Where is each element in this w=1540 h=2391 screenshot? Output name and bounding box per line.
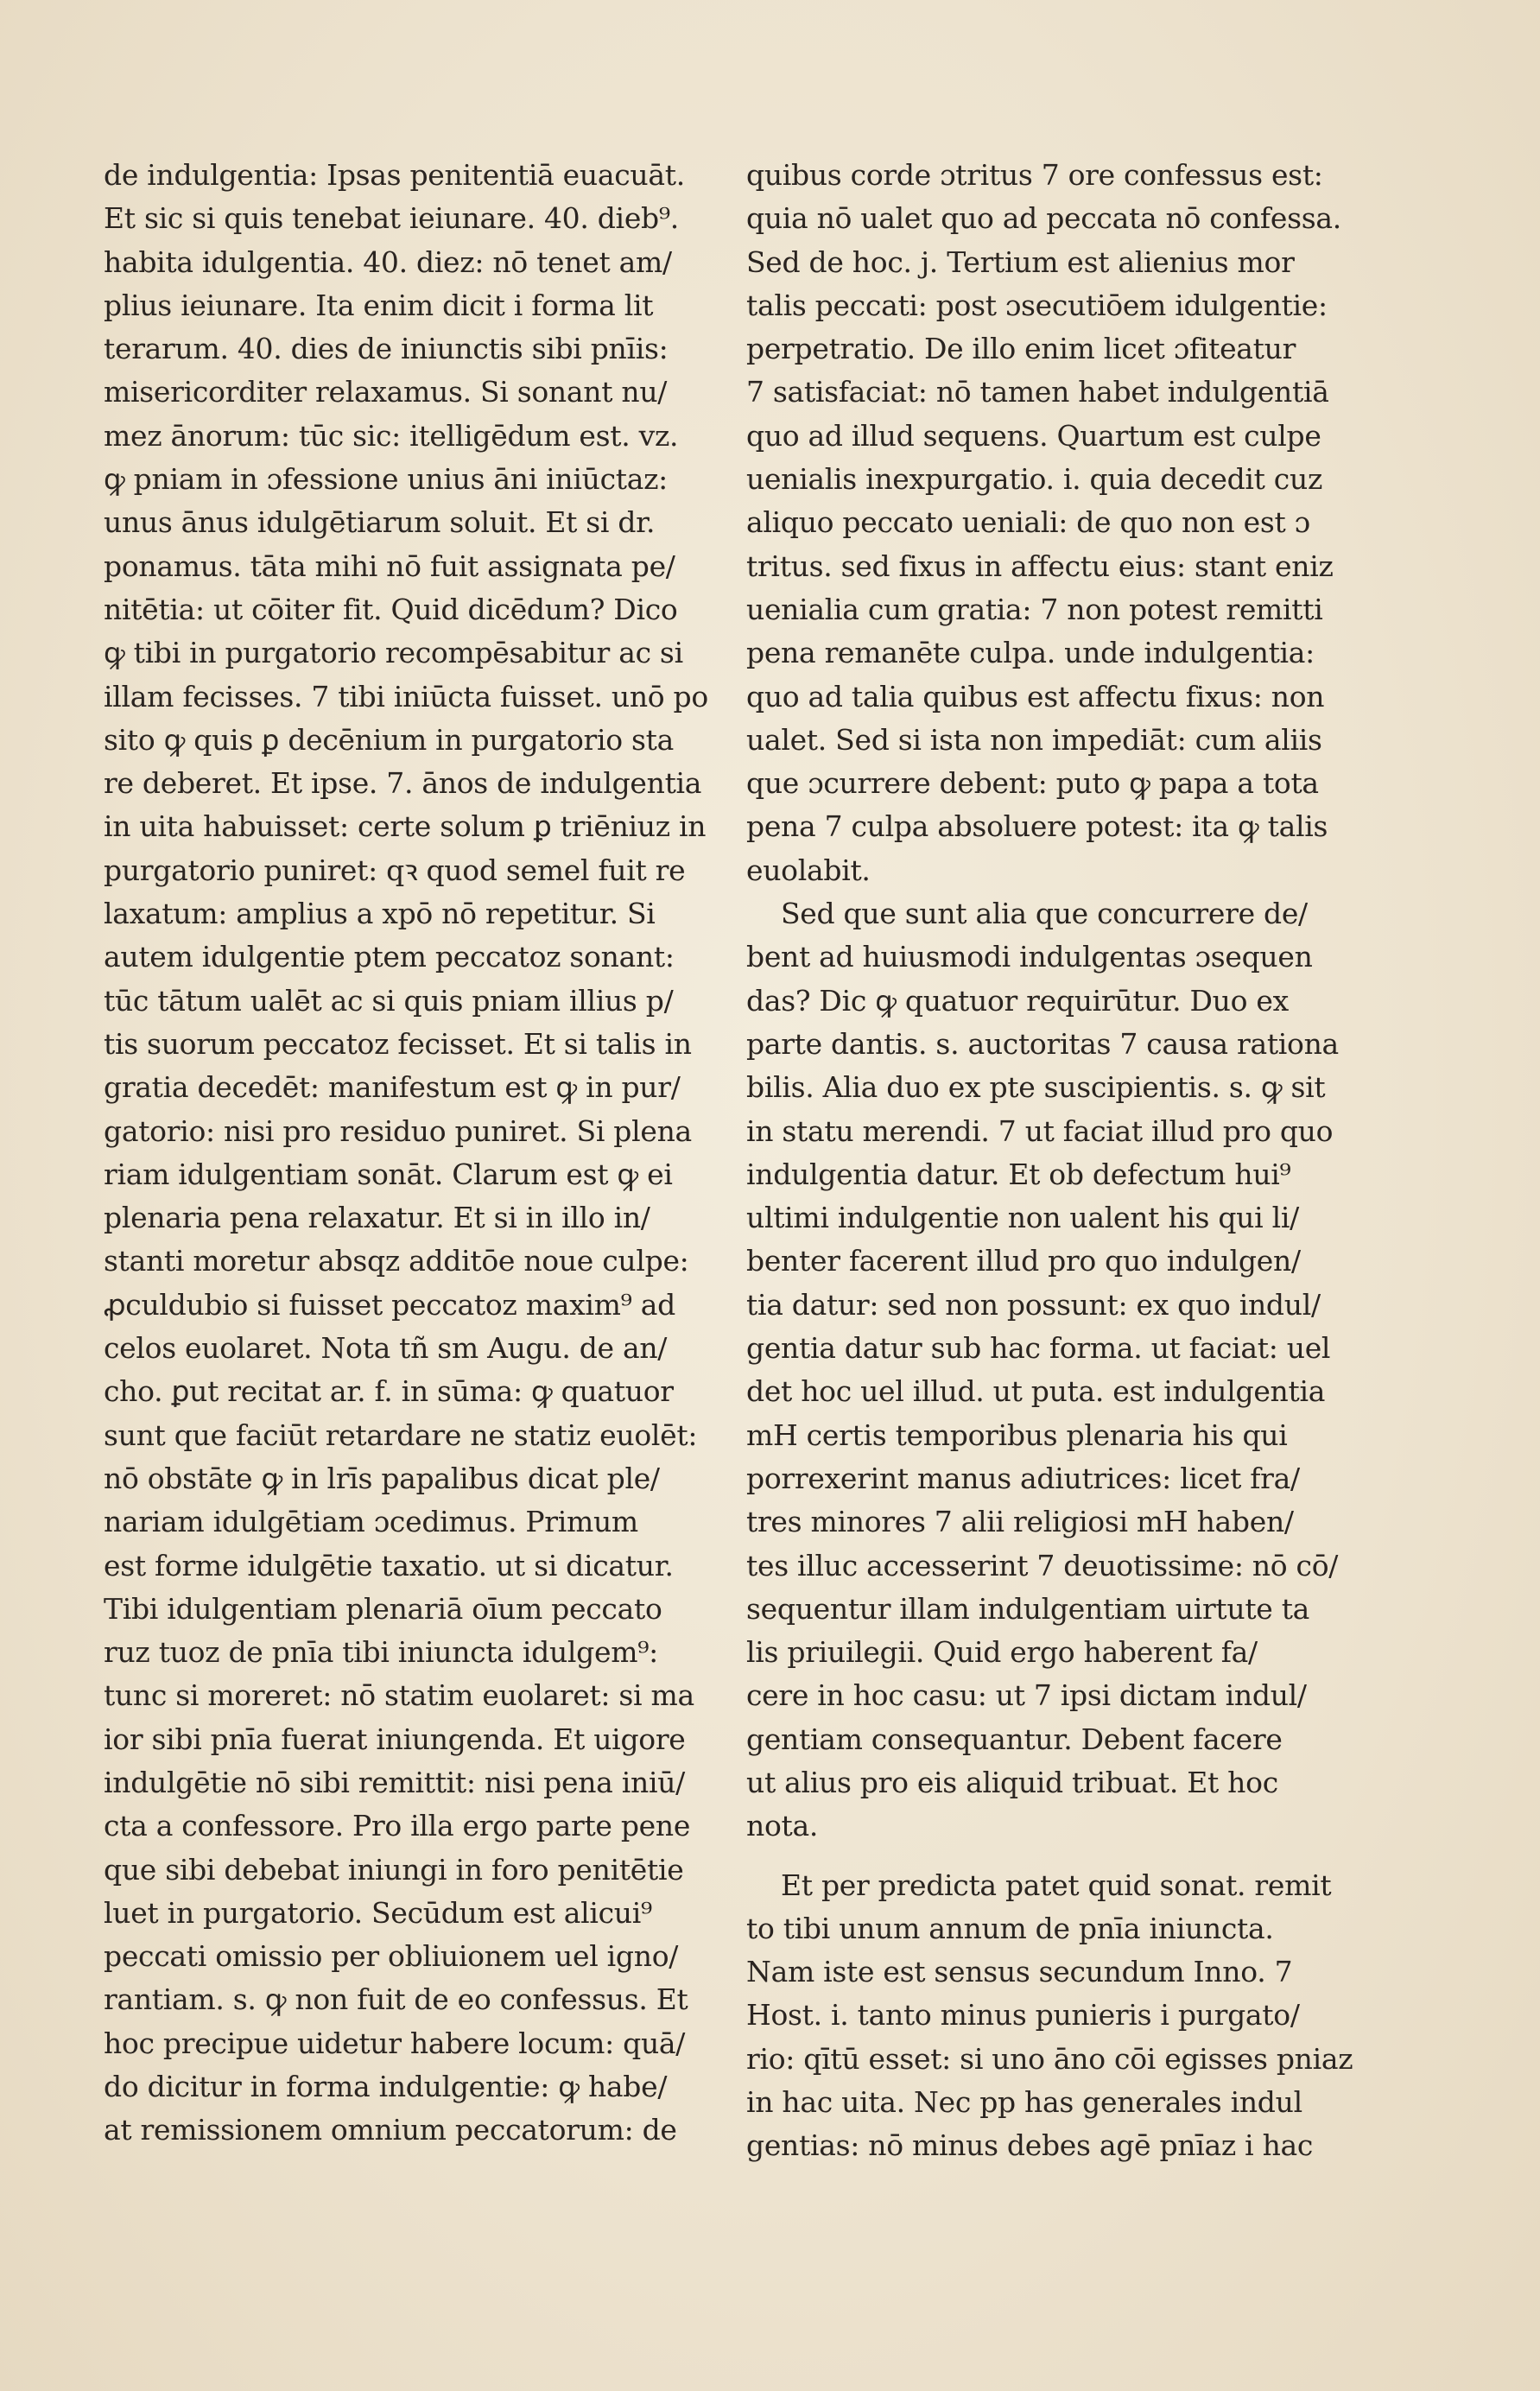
text-line: de indulgentia: Ipsas penitentiā euacuāt.	[104, 158, 685, 192]
text-line: at remissionem omnium peccatorum: de	[104, 2113, 677, 2147]
text-line: indulgentia datur. Et ob defectum hui⁹	[746, 1157, 1291, 1191]
text-line: habita idulgentia. 40. diez: nō tenet am/	[104, 244, 672, 279]
text-line: sunt que faciūt retardare ne statiz euolēt:	[104, 1417, 698, 1452]
text-line: quia nō ualet quo ad peccata nō confessa.	[746, 201, 1341, 236]
text-line: cho. ꝑut recitat ar. f. in sūma: ꝙ quatuor	[104, 1374, 674, 1409]
text-line: gratia decedēt: manifestum est ꝙ in pur/	[104, 1070, 681, 1105]
text-line: gentiam consequantur. Debent facere	[746, 1722, 1283, 1756]
text-line: ultimi indulgentie non ualent his qui li/	[746, 1201, 1299, 1235]
text-line: plius ieiunare. Ita enim dicit i forma lit	[104, 288, 654, 322]
text-line: tis suorum peccatoz fecisset. Et si talis in	[104, 1026, 692, 1061]
text-line: tūc tātum ualēt ac si quis pniam illius p/	[104, 983, 674, 1018]
text-line: que sibi debebat iniungi in foro penitētie	[104, 1852, 684, 1887]
text-line: benter facerent illud pro quo indulgen/	[746, 1244, 1301, 1278]
text-line: quo ad talia quibus est affectu fixus: non	[746, 679, 1325, 713]
text-line: cta a confessore. Pro illa ergo parte pene	[104, 1809, 691, 1843]
text-line: to tibi unum annum de pnīa iniuncta.	[746, 1911, 1274, 1945]
text-line: perpetratio. De illo enim licet ɔfiteatur	[746, 332, 1296, 366]
text-line: ualet. Sed si ista non impediāt: cum aliis	[746, 722, 1322, 757]
text-line: re deberet. Et ipse. 7. ānos de indulgentia	[104, 766, 702, 801]
text-line: tres minores 7 alii religiosi mH haben/	[746, 1505, 1294, 1539]
text-line: nariam idulgētiam ɔcedimus. Primum	[104, 1505, 638, 1539]
text-line: tunc si moreret: nō statim euolaret: si ma	[104, 1678, 694, 1713]
text-line: 7 satisfaciat: nō tamen habet indulgentiā	[746, 375, 1329, 409]
text-line: sequentur illam indulgentiam uirtute ta	[746, 1591, 1310, 1626]
text-line: plenaria pena relaxatur. Et si in illo in/	[104, 1201, 650, 1235]
text-line: quibus corde ɔtritus 7 ore confessus est:	[746, 158, 1323, 192]
text-line: ꝙ tibi in purgatorio recompēsabitur ac si	[104, 636, 683, 670]
text-line: in hac uita. Nec pp has generales indul	[746, 2085, 1302, 2120]
text-line: pena remanēte culpa. unde indulgentia:	[746, 636, 1315, 670]
text-line: aliquo peccato ueniali: de quo non est ɔ	[746, 505, 1310, 540]
text-line: peccati omissio per obliuionem uel igno/	[104, 1939, 679, 1974]
text-line: ut alius pro eis aliquid tribuat. Et hoc	[746, 1765, 1278, 1799]
text-line: lis priuilegii. Quid ergo haberent fa/	[746, 1635, 1258, 1670]
text-line: cere in hoc casu: ut 7 ipsi dictam indul/	[746, 1678, 1307, 1713]
text-line: det hoc uel illud. ut puta. est indulgentia	[746, 1374, 1326, 1409]
text-line: Et sic si quis tenebat ieiunare. 40. dieb⁹.	[104, 201, 679, 236]
text-line: euolabit.	[746, 853, 871, 887]
text-line: talis peccati: post ɔsecutiōem idulgentie:	[746, 288, 1328, 322]
text-line: riam idulgentiam sonāt. Clarum est ꝙ ei	[104, 1157, 673, 1191]
text-line: do dicitur in forma indulgentie: ꝙ habe/	[104, 2070, 668, 2104]
text-line: illam fecisses. 7 tibi iniūcta fuisset. unō po	[104, 679, 708, 713]
text-line: Tibi idulgentiam plenariā oīum peccato	[104, 1591, 662, 1626]
text-line: rantiam. s. ꝙ non fuit de eo confessus. Et	[104, 1982, 688, 2017]
text-line: pena 7 culpa absoluere potest: ita ꝙ talis	[746, 809, 1328, 844]
text-line: nota.	[746, 1809, 819, 1843]
text-line: purgatorio puniret: qꝛ quod semel fuit re	[104, 853, 686, 887]
text-line: est forme idulgētie taxatio. ut si dicatur.	[104, 1548, 674, 1582]
text-line: ponamus. tāta mihi nō fuit assignata pe/	[104, 549, 675, 583]
text-line: gentias: nō minus debes agē pnīaz i hac	[746, 2128, 1314, 2163]
text-line: celos euolaret. Nota tñ sm Augu. de an/	[104, 1331, 668, 1366]
text-line: tes illuc accesserint 7 deuotissime: nō cō/	[746, 1548, 1339, 1582]
text-line: nō obstāte ꝙ in lrīs papalibus dicat ple/	[104, 1461, 660, 1495]
paragraph-gap	[746, 1849, 1385, 1864]
text-line: bent ad huiusmodi indulgentas ɔsequen	[746, 940, 1313, 974]
text-line: bilis. Alia duo ex pte suscipientis. s. ꝙ sit	[746, 1070, 1326, 1105]
text-line: in uita habuisset: certe solum ꝑ triēniuz in	[104, 809, 707, 844]
text-line: luet in purgatorio. Secūdum est alicui⁹	[104, 1895, 652, 1930]
text-line: autem idulgentie ptem peccatoz sonant:	[104, 940, 675, 974]
text-line: indulgētie nō sibi remittit: nisi pena iniū/	[104, 1765, 685, 1799]
text-line: gentia datur sub hac forma. ut faciat: uel	[746, 1331, 1331, 1366]
text-line: mH certis temporibus plenaria his qui	[746, 1417, 1288, 1452]
text-line: parte dantis. s. auctoritas 7 causa rationa	[746, 1026, 1339, 1061]
text-line: gatorio: nisi pro residuo puniret. Si plena	[104, 1113, 692, 1148]
text-line: tia datur: sed non possunt: ex quo indul/	[746, 1287, 1321, 1322]
text-line: Nam iste est sensus secundum Inno. 7	[746, 1955, 1293, 1989]
text-line: mez ānorum: tūc sic: itelligēdum est. vz.	[104, 418, 679, 453]
left-text-column	[104, 154, 708, 2153]
right-text-column	[746, 154, 1385, 2168]
text-line: hoc precipue uidetur habere locum: quā/	[104, 2026, 686, 2060]
text-line: quo ad illud sequens. Quartum est culpe	[746, 418, 1321, 453]
text-line: tritus. sed fixus in affectu eius: stant eniz	[746, 549, 1334, 583]
text-line: nitētia: ut cōiter fit. Quid dicēdum? Dico	[104, 592, 678, 626]
text-line: sito ꝙ quis ꝑ decēnium in purgatorio sta	[104, 722, 674, 757]
text-line: misericorditer relaxamus. Si sonant nu/	[104, 375, 668, 409]
text-line: unus ānus idulgētiarum soluit. Et si dr.	[104, 505, 656, 540]
text-line: uenialis inexpurgatio. i. quia decedit cuz	[746, 462, 1323, 497]
text-line: terarum. 40. dies de iniunctis sibi pnīis:	[104, 332, 669, 366]
text-line: uenialia cum gratia: 7 non potest remitti	[746, 592, 1323, 626]
text-line: ꝙ pniam in ɔfessione unius āni iniūctaz:	[104, 462, 668, 497]
text-line: Host. i. tanto minus punieris i purgato/	[746, 1998, 1300, 2033]
text-line: stanti moretur absqz additōe noue culpe:	[104, 1244, 689, 1278]
text-line: porrexerint manus adiutrices: licet fra/	[746, 1461, 1300, 1495]
text-line: ior sibi pnīa fuerat iniungenda. Et uigore	[104, 1722, 686, 1756]
paragraph-first-line: Sed que sunt alia que concurrere de/	[781, 897, 1308, 931]
text-line: ruz tuoz de pnīa tibi iniuncta idulgem⁹:	[104, 1635, 658, 1670]
text-line: das? Dic ꝙ quatuor requirūtur. Duo ex	[746, 983, 1289, 1018]
text-line: ꝓculdubio si fuisset peccatoz maxim⁹ ad	[104, 1287, 675, 1322]
text-line: que ɔcurrere debent: puto ꝙ papa a tota	[746, 766, 1319, 801]
paragraph-first-line: Et per predicta patet quid sonat. remit	[781, 1868, 1332, 1902]
text-line: in statu merendi. 7 ut faciat illud pro quo	[746, 1113, 1334, 1148]
text-line: rio: qītū esset: si uno āno cōi egisses pniaz	[746, 2041, 1353, 2076]
text-line: laxatum: amplius a xpō nō repetitur. Si	[104, 897, 656, 931]
text-line: Sed de hoc. j. Tertium est alienius mor	[746, 244, 1295, 279]
